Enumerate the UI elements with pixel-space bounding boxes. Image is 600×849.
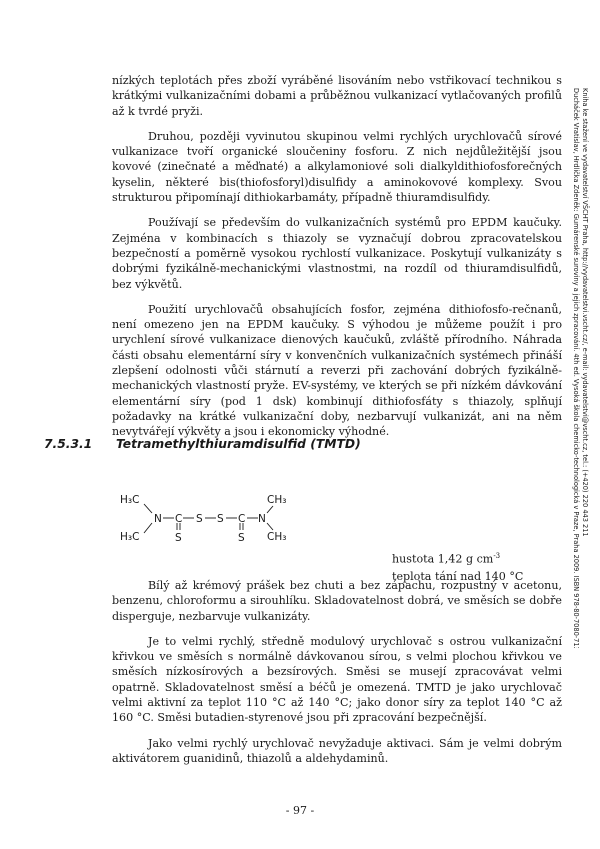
tmtd-structural-formula	[118, 488, 298, 548]
paragraph: Použití urychlovačů obsahujících fosfor, zejména dithiofosfo-rečnanů, není omezeno jen na EPDM kaučuky. S výhodou je můžeme použít i pro urychlení sírové vulkanizace dienových kaučuků, zvláště přírodního. Náhrada části obsahu elementární síry v konvenčních vulkanizačních systémech přináší zlepšení odolnosti vůči stárnutí a reverzi při zachování dobrých fyzikálně-mechanických vlastností pryže. EV-systémy, ve kterých se při nízkém dávkování elementární síry (pod 1 dsk) kombinují dithiofosfáty s thiazoly, splňují požadavky na krátké vulkanizační doby, nezbarvují vulkanizát, ani na něm nevytvářejí výkvěty a jsou i ekonomicky výhodné.	[112, 302, 562, 439]
paragraph: Druhou, později vyvinutou skupinou velmi rychlých urychlovačů sírové vulkanizace tvoří organické sloučeniny fosforu. Z nich nejdůležitější jsou kovové (zinečnaté a měďnaté) a alkylamoniové soli dialkyldithiofosforečných kyselin, některé bis(thiofosforyl)disulfidy a aminokovové komplexy. Svou strukturou připomínají dithiokarbamáty, případně thiuramdisulfidy.	[112, 129, 562, 205]
sulfur-atom: S	[196, 513, 203, 525]
paragraph: Jako velmi rychlý urychlovač nevyžaduje aktivaci. Sám je velmi dobrým aktivátorem guanidinů, thiazolů a aldehydaminů.	[112, 736, 562, 765]
citation-margin-note	[566, 88, 598, 648]
citation-line: Ducháček Vratislav, Hrdlička Zdeněk: Gumárenské suroviny a jejich zpracování. 4th ed. Vysoká škola chemicko-technologická v Praze, Praha 2009. ISBN 978-80-7080-713-2	[572, 88, 580, 648]
methyl-label: CH₃	[267, 494, 287, 506]
paragraph: Používají se především do vulkanizačních systémů pro EPDM kaučuky. Zejména v kombinacích s thiazoly se vyznačují dobrou zpracovatelskou bezpečností a poměrně vysokou rychlostí vulkanizace. Poskytují vulkanizáty s dobrými fyzikálně-mechanickými vlastnostmi, na rozdíl od thiuramdisulfidů, bez výkvětů.	[112, 216, 562, 291]
methyl-label: H₃C	[120, 494, 140, 506]
carbon-atom: C	[175, 513, 183, 525]
paragraph: Bílý až krémový prášek bez chuti a bez zápachu, rozpustný v acetonu, benzenu, chloroformu a sirouhlíku. Skladovatelnost dobrá, ve směsích se dobře disperguje, nezbarvuje vulkanizáty.	[112, 579, 562, 623]
paragraph: Je to velmi rychlý, středně modulový urychlovač s ostrou vulkanizační křivkou ve směsích s normálně dávkovanou sírou, s velmi plochou křivkou ve směsích nízkosírových a bezsírových. Směsi se musejí zpracovávat velmi opatrně. Skladovatelnost směsí a béčů je omezená. TMTD je jako urychlovač velmi aktivní za teplot 110 °C až 140 °C; jako donor síry za teplot 140 °C až 160 °C. Směsi butadien-styrenové jsou při zpracování bezpečnější.	[112, 634, 562, 725]
density: hustota 1,42 g $cm^{-3}$	[392, 552, 501, 566]
body-text-bottom	[112, 578, 562, 776]
section-title: Tetramethylthiuramdisulfid (TMTD)	[116, 437, 361, 451]
methyl-label: CH₃	[267, 531, 287, 543]
section-number: 7.5.3.1	[44, 437, 93, 451]
melting-point: teplota tání nad 140 °C	[392, 569, 524, 583]
section-heading	[44, 437, 361, 451]
sulfur-atom: S	[217, 513, 224, 525]
thione-sulfur: S	[238, 532, 245, 544]
methyl-label: H₃C	[120, 531, 140, 543]
page-number: - 97 -	[285, 804, 315, 817]
nitrogen-atom: N	[154, 513, 162, 525]
citation-line: Kniha ke stažení ve vydavatelství VŠCHT Praha, http://vydavatelstvi.vscht.cz/, e-mail: vydavatelstvi@vscht.cz, tel.: (+420) 220 443 211	[581, 88, 589, 537]
carbon-atom: C	[238, 513, 246, 525]
body-text-top	[112, 73, 562, 450]
paragraph: nízkých teplotách přes zboží vyráběné lisováním nebo vstřikovací technikou s krátkými vulkanizačními dobami a průběžnou vulkanizací vytlačovaných profilů až k tvrdé pryži.	[112, 74, 562, 118]
thione-sulfur: S	[175, 532, 182, 544]
nitrogen-atom: N	[258, 513, 266, 525]
